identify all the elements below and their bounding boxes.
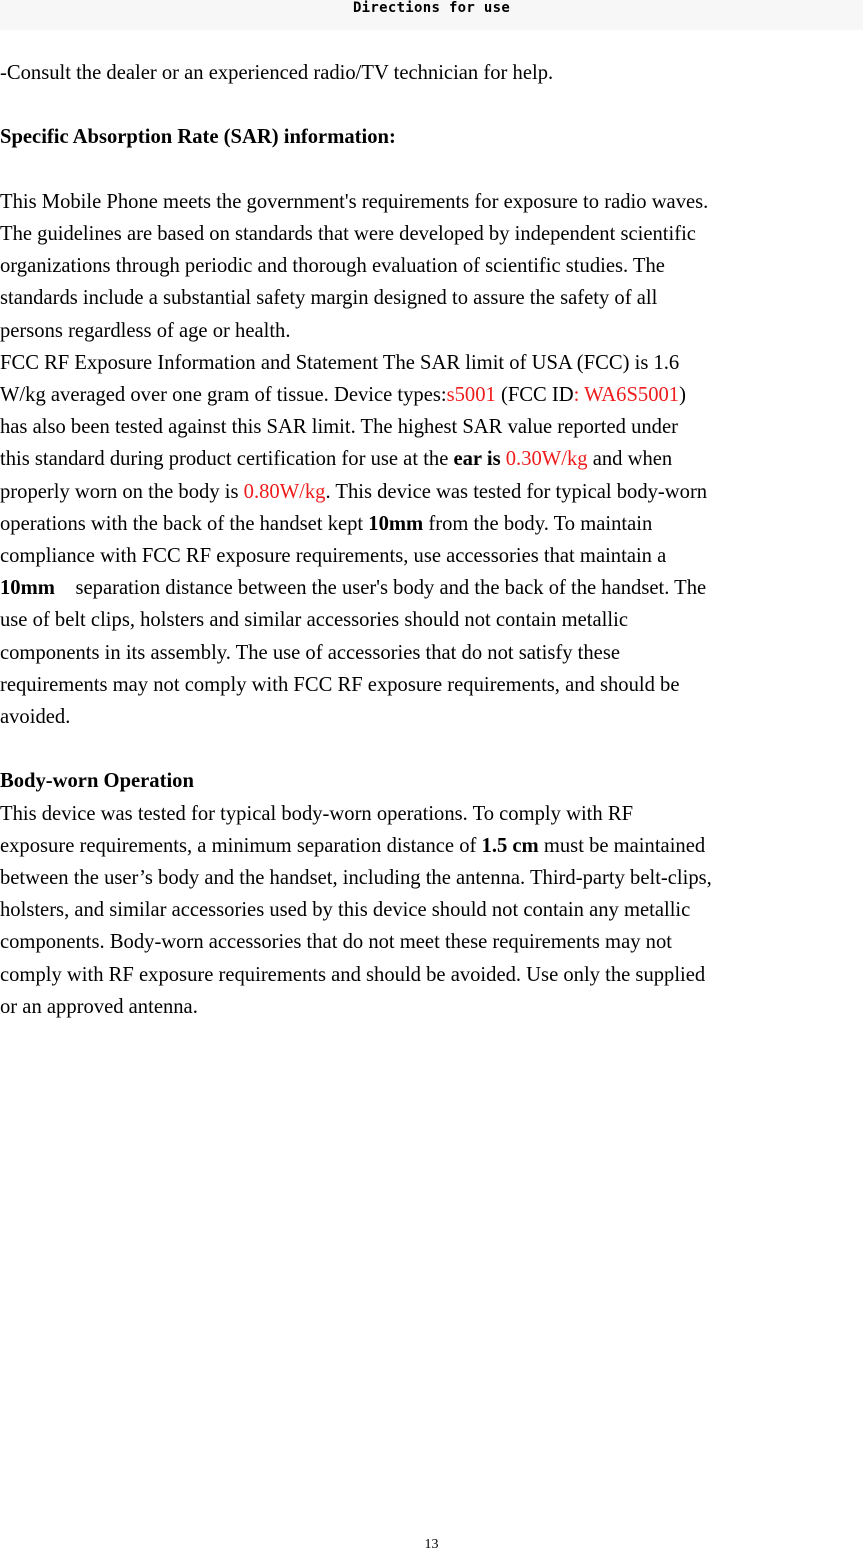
kept-line-suffix: from the body. To maintain xyxy=(423,512,653,535)
sar-heading: Specific Absorption Rate (SAR) information: xyxy=(0,126,396,149)
spacer xyxy=(0,154,863,186)
device-line-suffix: ) xyxy=(679,384,686,406)
sar-line: organizations through periodic and thorough evaluation of scientific studies. The xyxy=(0,255,665,278)
bodyworn-heading: Body-worn Operation xyxy=(0,770,194,793)
page-footer xyxy=(0,1537,863,1553)
bodyworn-line-suffix: must be maintained xyxy=(538,834,706,857)
bodyworn-line: comply with RF exposure requirements and should be avoided. Use only the supplied xyxy=(0,963,706,986)
fcc-id-label: (FCC ID xyxy=(495,384,574,406)
document-body xyxy=(0,57,863,1023)
bodyworn-line: between the user’s body and the handset, including the antenna. Third-party belt-clips, xyxy=(0,867,712,890)
bodyworn-line: or an approved antenna. xyxy=(0,995,198,1018)
bodyworn-distance-value: 1.5 cm xyxy=(481,834,539,857)
sar-line: persons regardless of age or health. xyxy=(0,319,291,342)
sar-line: standards include a substantial safety margin designed to assure the safety of all xyxy=(0,287,658,310)
sar-line: This Mobile Phone meets the government's requirements for exposure to radio waves. xyxy=(0,190,709,213)
device-types-line xyxy=(0,379,863,411)
bodyworn-line: This device was tested for typical body-worn operations. To comply with RF xyxy=(0,802,634,825)
rest-line: requirements may not comply with FCC RF exposure requirements, and should be xyxy=(0,673,680,696)
separation-distance-value: 10mm xyxy=(0,577,55,600)
kept-line-prefix: operations with the back of the handset kept xyxy=(0,512,369,535)
ear-label: ear is xyxy=(453,448,501,471)
separation-line xyxy=(0,572,863,604)
bodyworn-line: components. Body-worn accessories that do not meet these requirements may not xyxy=(0,931,672,954)
tested-line: has also been tested against this SAR limit. The highest SAR value reported under xyxy=(0,416,678,439)
ear-sar-line xyxy=(0,443,863,475)
sar-line: The guidelines are based on standards that were developed by independent scientific xyxy=(0,222,696,245)
body-sar-value: 0.80W/kg xyxy=(243,480,326,503)
ear-line-prefix: this standard during product certification for use at the xyxy=(0,448,454,471)
ear-sar-value: 0.30W/kg xyxy=(505,448,588,471)
rest-line: components in its assembly. The use of accessories that do not satisfy these xyxy=(0,641,620,664)
separation-line-suffix: separation distance between the user's body and the back of the handset. The xyxy=(54,577,707,600)
header-title: Directions for use xyxy=(352,0,511,16)
page-number: 13 xyxy=(424,1537,439,1552)
bodyworn-line-prefix: exposure requirements, a minimum separation distance of xyxy=(0,834,482,857)
body-line-suffix: . This device was tested for typical body-worn xyxy=(325,480,708,503)
device-model: s5001 xyxy=(446,384,496,406)
bodyworn-line: holsters, and similar accessories used by this device should not contain any metallic xyxy=(0,899,691,922)
spacer xyxy=(0,89,863,121)
body-line-prefix: properly worn on the body is xyxy=(0,480,244,503)
rest-line: avoided. xyxy=(0,706,71,729)
rest-line: use of belt clips, holsters and similar accessories should not contain metallic xyxy=(0,609,628,632)
consult-line: -Consult the dealer or an experienced radio/TV technician for help. xyxy=(0,62,554,84)
spacer xyxy=(0,733,863,765)
kept-distance-line xyxy=(0,508,863,540)
sar-line: FCC RF Exposure Information and Statement The SAR limit of USA (FCC) is 1.6 xyxy=(0,351,680,374)
ear-line-suffix: and when xyxy=(587,448,673,471)
kept-distance-value: 10mm xyxy=(368,512,424,535)
bodyworn-distance-line xyxy=(0,830,863,862)
body-sar-line xyxy=(0,476,863,508)
device-line-prefix: W/kg averaged over one gram of tissue. Device types: xyxy=(0,384,447,406)
compliance-line: compliance with FCC RF exposure requirements, use accessories that maintain a xyxy=(0,545,667,568)
fcc-id-value: : WA6S5001 xyxy=(573,384,680,406)
page-header xyxy=(0,0,863,30)
